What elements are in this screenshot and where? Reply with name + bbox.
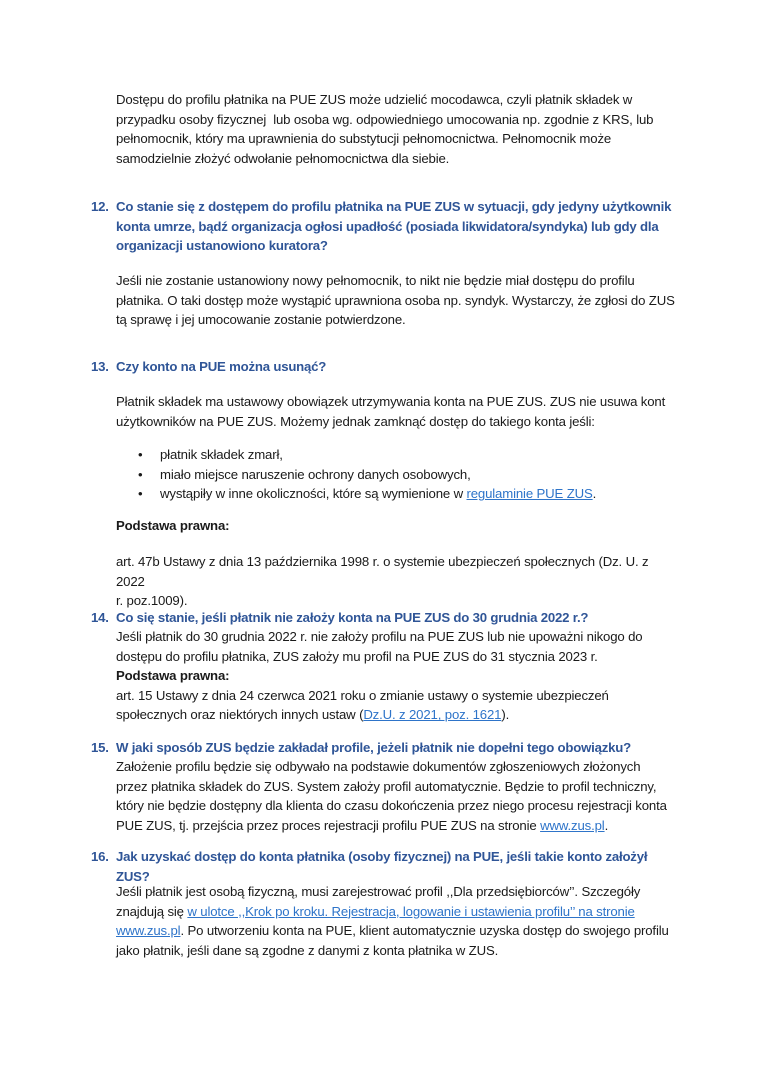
bullet-icon: • <box>138 466 143 482</box>
question-12-answer <box>116 271 676 330</box>
list-item <box>116 484 676 504</box>
question-13-bullet-list <box>116 445 676 504</box>
dz-u-2021-poz-1621-link[interactable]: Dz.U. z 2021, poz. 1621 <box>363 707 502 723</box>
question-number: 12. <box>91 199 109 214</box>
legal-basis-label: Podstawa prawna: <box>116 518 230 533</box>
text-line: Płatnik składek ma ustawowy obowiązek utrzymywania konta na PUE ZUS. ZUS nie usuwa kont <box>116 394 666 409</box>
question-line: Co stanie się z dostępem do profilu płatnika na PUE ZUS w sytuacji, gdy jedyny użytkownik <box>116 199 672 214</box>
question-13-legal-text <box>116 552 676 611</box>
intro-paragraph <box>116 90 676 168</box>
question-16-heading <box>91 847 681 886</box>
ulotka-krok-po-kroku-link[interactable]: w ulotce ,,Krok po kroku. Rejestracja, logowanie i ustawienia profilu’’ na stronie <box>187 903 635 919</box>
question-text: Jak uzyskać dostęp do konta płatnika (osoby fizycznej) na PUE, jeśli takie konto założył ZUS? <box>116 849 648 884</box>
question-text <box>116 197 681 256</box>
question-number: 15. <box>91 740 109 755</box>
text-span: znajdują się <box>116 903 188 919</box>
text-line: pełnomocnik, który ma uprawnienia do substytucji pełnomocnictwa. Pełnomocnik może <box>116 131 612 147</box>
text-line <box>116 902 676 922</box>
text-line: tą sprawę i jej umocowanie zostanie potwierdzone. <box>116 312 406 328</box>
text-line: przypadku osoby fizycznej lub osoba wg. odpowiedniego umocowania np. zgodnie z KRS, lub <box>116 111 654 127</box>
question-14-heading <box>91 608 681 628</box>
text-line: Jeśli nie zostanie ustanowiony nowy pełnomocnik, to nikt nie będzie miał dostępu do profilu <box>116 273 635 288</box>
text-line: jako płatnik, jeśli dane są zgodne z danymi z konta płatnika w ZUS. <box>116 942 499 958</box>
question-12-heading <box>91 197 681 256</box>
www-zus-pl-link[interactable]: www.zus.pl <box>540 817 605 833</box>
text-span: społecznych oraz niektórych innych ustaw ( <box>116 707 364 723</box>
bullet-icon: • <box>138 486 143 502</box>
punctuation: . <box>604 817 609 833</box>
list-item-text: wystąpiły w inne okoliczności, które są wymienione w <box>160 486 467 502</box>
text-span: . Po utworzeniu konta na PUE, klient automatycznie uzyska dostęp do swojego profilu <box>180 923 669 939</box>
text-line: dostępu do profilu płatnika, ZUS założy mu profil na PUE ZUS do 31 stycznia 2023 r. <box>116 648 598 664</box>
list-item-text: płatnik składek zmarł, <box>160 447 283 462</box>
question-line: organizacji ustanowiono kuratora? <box>116 238 328 254</box>
question-13-answer <box>116 392 676 431</box>
list-item <box>116 465 676 485</box>
question-text: Czy konto na PUE można usunąć? <box>116 359 327 374</box>
text-line: art. 15 Ustawy z dnia 24 czerwca 2021 roku o zmianie ustawy o systemie ubezpieczeń <box>116 687 609 703</box>
question-14-answer <box>116 627 676 725</box>
text-line: art. 47b Ustawy z dnia 13 października 1998 r. o systemie ubezpieczeń społecznych (Dz. U. z 2022 <box>116 554 649 589</box>
text-line: Dostępu do profilu płatnika na PUE ZUS może udzielić mocodawca, czyli płatnik składek w <box>116 92 633 107</box>
text-line <box>116 816 676 836</box>
text-line: przez płatnika składek do ZUS. System założy profil automatycznie. Będzie to profil techniczny, <box>116 778 657 794</box>
text-span: PUE ZUS, tj. przejścia przez proces rejestracji profilu PUE ZUS na stronie <box>116 817 541 833</box>
text-line: samodzielnie złożyć odwołanie pełnomocnictwa dla siebie. <box>116 150 450 166</box>
question-number: 16. <box>91 849 109 864</box>
text-line <box>116 921 676 941</box>
question-text: Co się stanie, jeśli płatnik nie założy konta na PUE ZUS do 30 grudnia 2022 r.? <box>116 610 589 625</box>
text-line: który nie będzie dostępny dla klienta do czasu dokończenia przez niego procesu rejestracji konta <box>116 798 667 814</box>
text-line <box>116 705 676 725</box>
text-line: r. poz.1009). <box>116 593 188 609</box>
regulamin-pue-zus-link[interactable]: regulaminie PUE ZUS <box>466 486 593 502</box>
punctuation: . <box>592 486 597 502</box>
text-line: płatnika. O taki dostęp może wystąpić uprawniona osoba np. syndyk. Wystarczy, że zgłosi do ZUS <box>116 292 675 308</box>
text-line: Jeśli płatnik jest osobą fizyczną, musi zarejestrować profil ,,Dla przedsiębiorców’’. Szczegóły <box>116 884 641 899</box>
question-number: 14. <box>91 610 109 625</box>
question-15-answer <box>116 757 676 835</box>
legal-basis-label: Podstawa prawna: <box>116 668 230 684</box>
question-number: 13. <box>91 359 109 374</box>
question-13-heading <box>91 357 681 377</box>
text-line: Założenie profilu będzie się odbywało na podstawie dokumentów zgłoszeniowych złożonych <box>116 759 641 774</box>
list-item-text: miało miejsce naruszenie ochrony danych osobowych, <box>160 466 471 482</box>
text-line: użytkowników na PUE ZUS. Możemy jednak zamknąć dostęp do takiego konta jeśli: <box>116 413 595 429</box>
www-zus-pl-link[interactable]: www.zus.pl <box>116 923 181 939</box>
question-text: W jaki sposób ZUS będzie zakładał profile, jeżeli płatnik nie dopełni tego obowiązku? <box>116 740 631 755</box>
bullet-icon: • <box>138 447 143 462</box>
question-16-answer <box>116 882 676 960</box>
question-line: konta umrze, bądź organizacja ogłosi upadłość (posiada likwidatora/syndyka) lub gdy dla <box>116 218 659 234</box>
list-item <box>116 445 676 465</box>
question-15-heading <box>91 738 681 758</box>
punctuation: ). <box>501 707 510 723</box>
text-line: Jeśli płatnik do 30 grudnia 2022 r. nie założy profilu na PUE ZUS lub nie upoważni nikogo do <box>116 629 643 644</box>
question-13-legal-label <box>116 516 676 536</box>
